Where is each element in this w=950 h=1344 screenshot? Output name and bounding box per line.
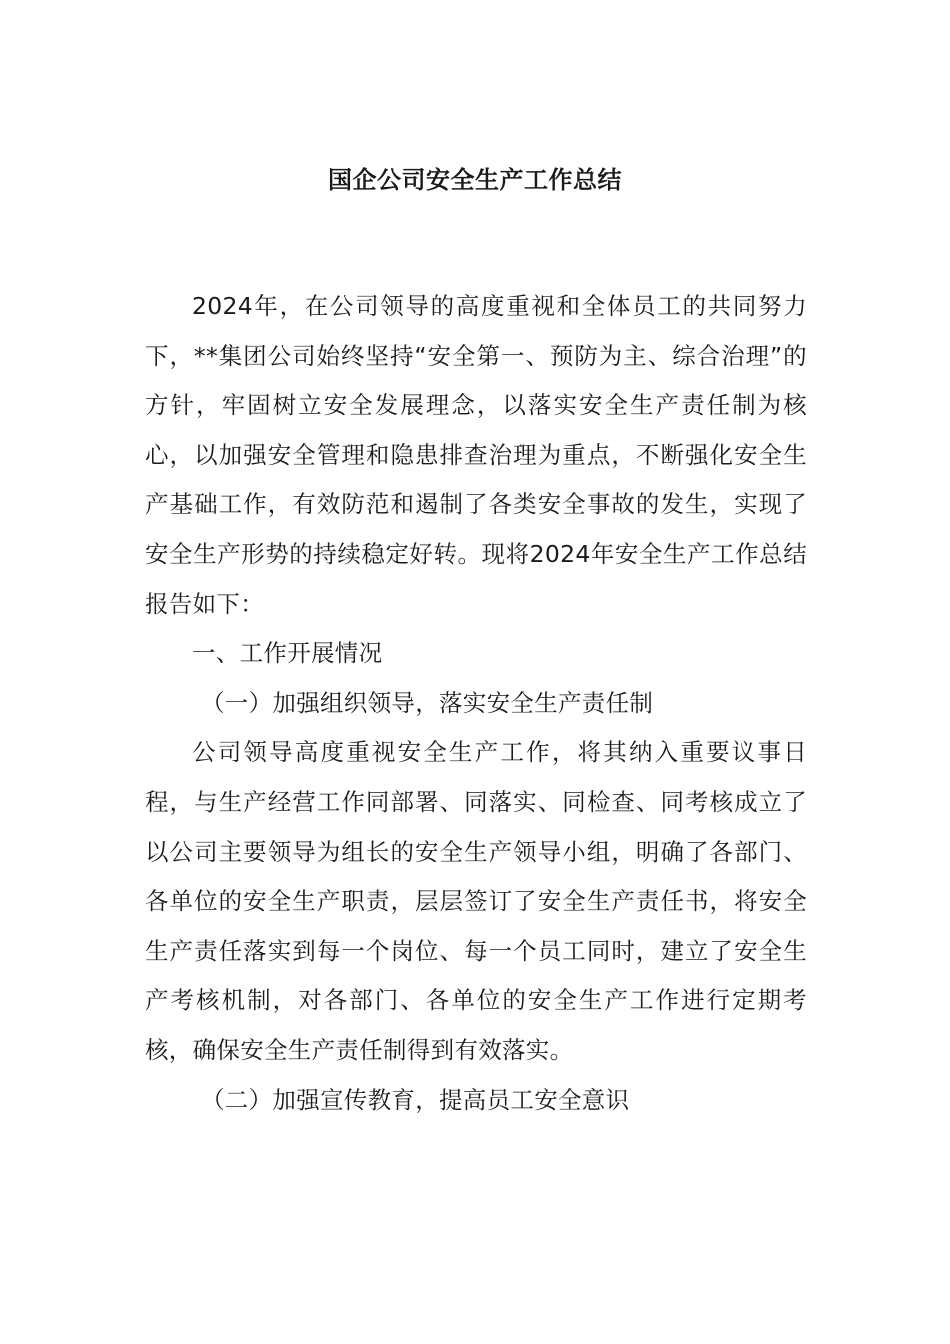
section-heading-work-status: 一、工作开展情况 <box>192 639 383 668</box>
organization-paragraph: 公司领导高度重视安全生产工作，将其纳入重要议事日程，与生产经营工作同部署、同落实、同检查、同考核成立了以公司主要领导为组长的安全生产领导小组，明确了各部门、各单位的安全生产职责，层层签订了安全生产责任书，将安全生产责任落实到每一个岗位、每一个员工同时，建立了安全生产考核机制，对各部门、各单位的安全生产工作进行定期考核，确保安全生产责任制得到有效落实。 <box>145 738 807 1064</box>
subsection-heading-education: （二）加强宣传教育，提高员工安全意识 <box>201 1085 630 1114</box>
subsection-heading-organization: （一）加强组织领导，落实安全生产责任制 <box>201 688 654 717</box>
intro-paragraph: 2024年，在公司领导的高度重视和全体员工的共同努力下，**集团公司始终坚持“安全第一、预防为主、综合治理”的方针，牢固树立安全发展理念，以落实安全生产责任制为核心，以加强安全管理和隐患排查治理为重点，不断强化安全生产基础工作，有效防范和遏制了各类安全事故的发生，实现了安全生产形势的持续稳定好转。现将2024年安全生产工作总结报告如下： <box>145 292 807 618</box>
document-body <box>145 282 807 1125</box>
document-title: 国企公司安全生产工作总结 <box>328 166 622 194</box>
